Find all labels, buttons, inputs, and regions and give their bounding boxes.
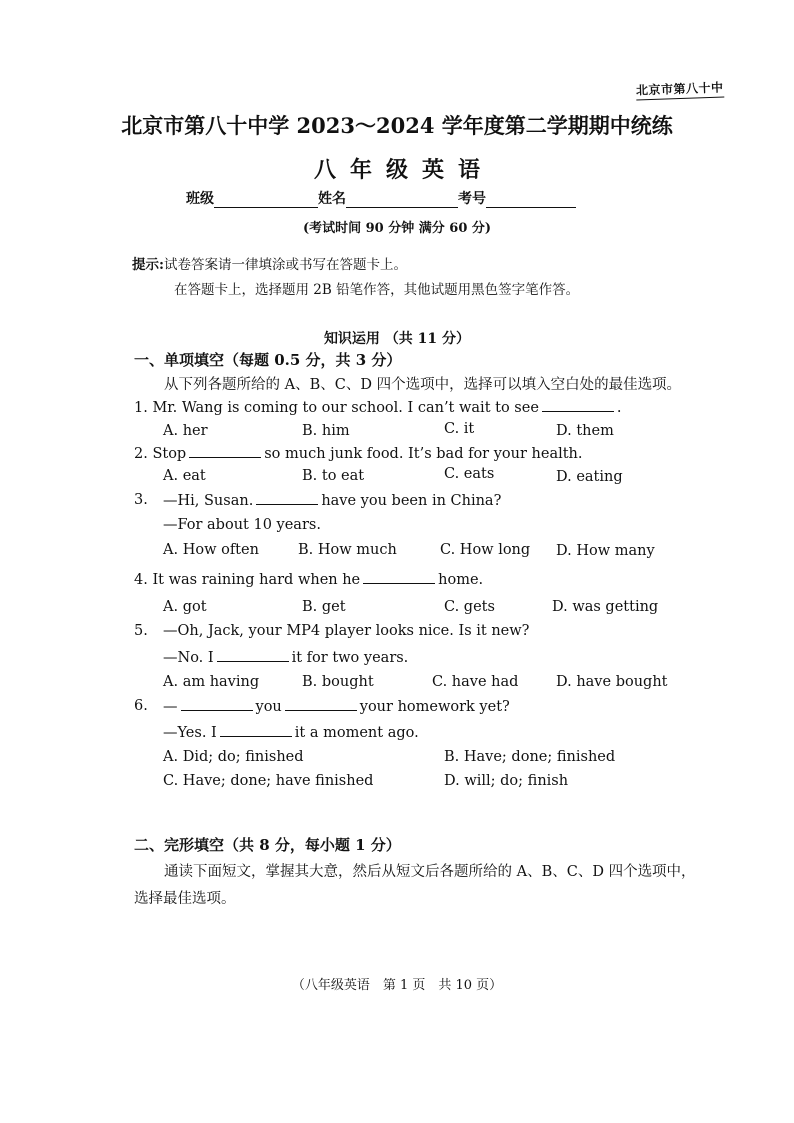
option-d[interactable]: D. have bought <box>556 674 668 690</box>
option-c[interactable]: C. How long <box>440 542 531 558</box>
exam-time: (考试时间 90 分钟 满分 60 分) <box>302 221 492 236</box>
option-c[interactable]: C. have had <box>432 674 519 690</box>
option-a[interactable]: A. Did; do; finished <box>163 749 304 765</box>
question-5-line-2: —No. I it for two years. <box>163 650 409 666</box>
class-field[interactable] <box>214 193 318 208</box>
answer-blank <box>181 698 253 711</box>
option-b[interactable]: B. to eat <box>302 468 365 484</box>
class-label: 班级 <box>186 191 214 207</box>
option-b[interactable]: B. Have; done; finished <box>444 749 616 765</box>
section1-heading: 一、单项填空（每题 0.5 分，共 3 分） <box>134 351 402 369</box>
option-a[interactable]: A. am having <box>163 674 260 690</box>
answer-blank <box>189 445 261 458</box>
option-d[interactable]: D. How many <box>556 543 655 559</box>
exam-subtitle: 八年级英语 <box>313 157 494 183</box>
option-a[interactable]: A. her <box>163 423 208 439</box>
section2-instruction-2: 选择最佳选项。 <box>134 891 236 907</box>
exam-title: 北京市第八十中学 2023～2024 学年度第二学期期中统练 <box>121 113 673 138</box>
section2-instruction-1: 通读下面短文，掌握其大意，然后从短文后各题所给的 A、B、C、D 四个选项中， <box>164 864 696 880</box>
tip-line-1 <box>132 253 407 273</box>
question-6-line-2: —Yes. I it a moment ago. <box>163 725 419 741</box>
section1-instruction: 从下列各题所给的 A、B、C、D 四个选项中，选择可以填入空白处的最佳选项。 <box>164 377 682 393</box>
tip-text-1: 试卷答案请一律填涂或书写在答题卡上。 <box>163 257 407 273</box>
answer-blank <box>363 571 435 584</box>
tip-line-2: 在答题卡上，选择题用 2B 铅笔作答，其他试题用黑色签字笔作答。 <box>174 282 580 298</box>
option-d[interactable]: D. will; do; finish <box>444 773 569 789</box>
option-d[interactable]: D. was getting <box>552 599 659 615</box>
answer-blank <box>256 492 318 505</box>
exam-no-field[interactable] <box>486 193 576 208</box>
school-stamp: 北京市第八十中 <box>636 78 724 100</box>
question-2-stem: 2. Stop so much junk food. It’s bad for your health. <box>134 446 583 462</box>
question-3-line-1: —Hi, Susan. have you been in China? <box>163 493 502 509</box>
question-3-number: 3. <box>134 492 148 508</box>
option-c[interactable]: C. gets <box>444 599 495 615</box>
page-footer: （八年级英语 第 1 页 共 10 页） <box>291 978 503 993</box>
option-d[interactable]: D. eating <box>556 469 623 485</box>
question-6-number: 6. <box>134 698 148 714</box>
question-3-line-2: —For about 10 years. <box>163 517 321 533</box>
answer-blank <box>542 399 614 412</box>
question-5-line-1: —Oh, Jack, your MP4 player looks nice. Is it new? <box>163 623 530 639</box>
option-b[interactable]: B. How much <box>298 542 397 558</box>
question-1-stem: 1. Mr. Wang is coming to our school. I can’t wait to see . <box>134 400 622 416</box>
name-field[interactable] <box>346 193 458 208</box>
option-c[interactable]: C. Have; done; have finished <box>163 773 374 789</box>
section2-heading: 二、完形填空（共 8 分，每小题 1 分） <box>134 836 401 854</box>
question-6-line-1: — you your homework yet? <box>163 699 510 715</box>
answer-blank <box>220 724 292 737</box>
option-b[interactable]: B. get <box>302 599 346 615</box>
option-c[interactable]: C. it <box>444 421 475 437</box>
option-d[interactable]: D. them <box>556 423 614 439</box>
part-title: 知识运用 （共 11 分） <box>323 331 471 347</box>
name-label: 姓名 <box>318 191 346 207</box>
answer-blank <box>217 649 289 662</box>
option-a[interactable]: A. eat <box>163 468 206 484</box>
option-a[interactable]: A. got <box>163 599 207 615</box>
option-a[interactable]: A. How often <box>163 542 259 558</box>
option-c[interactable]: C. eats <box>444 466 495 482</box>
exam-no-label: 考号 <box>458 191 486 207</box>
question-5-number: 5. <box>134 623 148 639</box>
option-b[interactable]: B. him <box>302 423 350 439</box>
student-info-row <box>186 188 576 208</box>
tip-label: 提示: <box>132 257 164 273</box>
option-b[interactable]: B. bought <box>302 674 374 690</box>
question-4-stem: 4. It was raining hard when he home. <box>134 572 484 588</box>
answer-blank <box>285 698 357 711</box>
